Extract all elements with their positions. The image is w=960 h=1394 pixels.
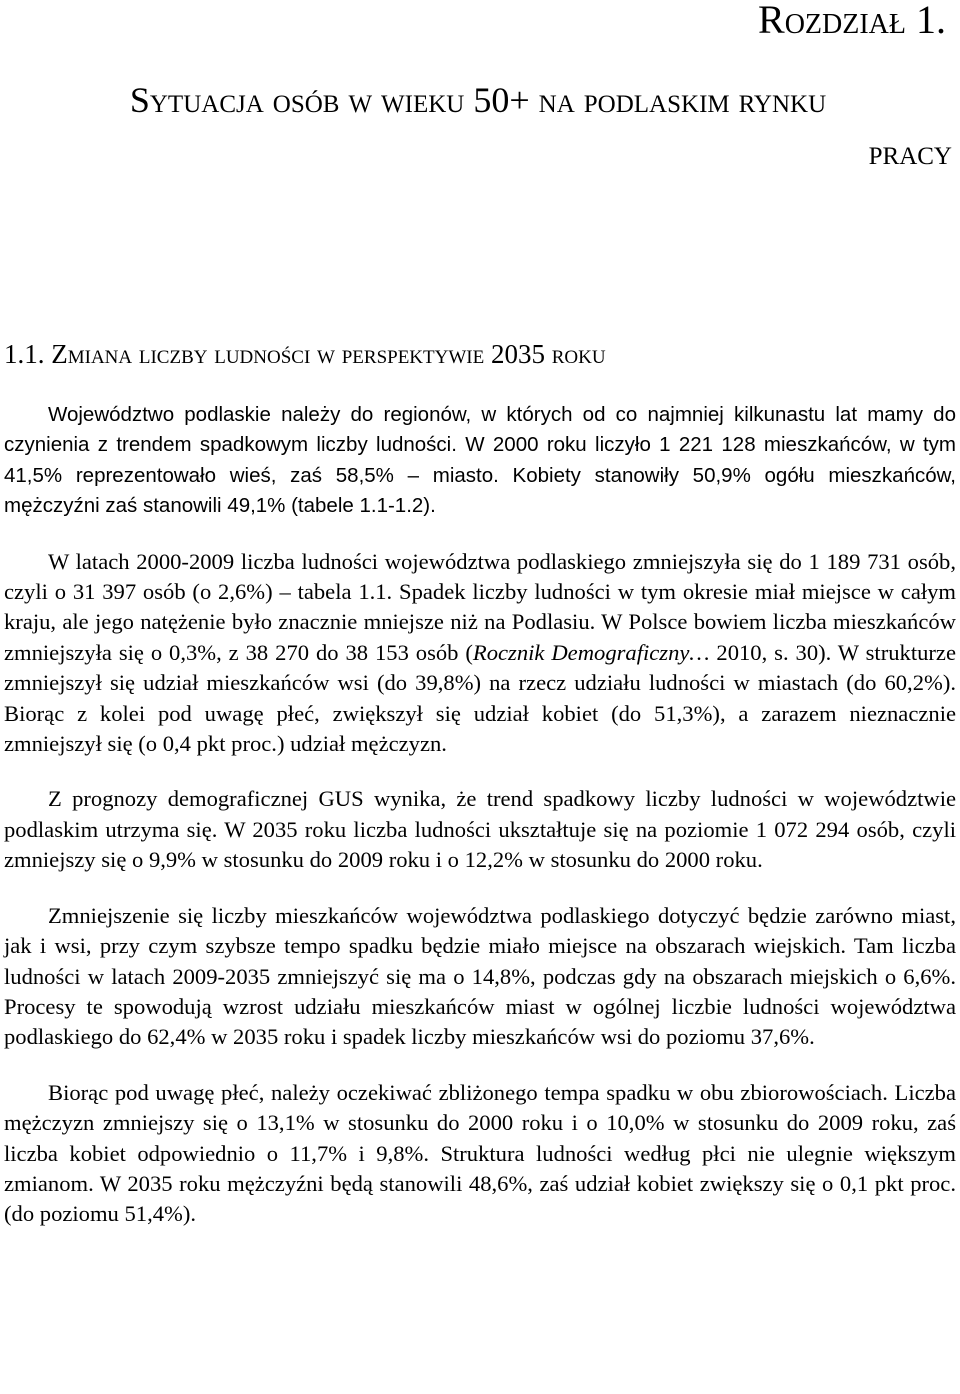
- section-heading: 1.1. Zmiana liczby ludności w perspektywie 2035 roku: [4, 339, 606, 369]
- paragraph-2: [4, 547, 956, 760]
- paragraph-5: Biorąc pod uwagę płeć, należy oczekiwać zbliżonego tempa spadku w obu zbiorowościach. Liczba mężczyzn zmniejszy się o 13,1% w stosunku do 2000 roku i o 10,0% w stosunku do 2009 roku, zaś liczba kobiet odpowiednio o 11,7% i 9,8%. Struktura ludności według płci nie ulegnie większym zmianom. W 2035 roku mężczyźni będą stanowili 48,6%, zaś udział kobiet zwiększy się o 0,1 pkt proc. (do poziomu 51,4%).: [4, 1079, 956, 1227]
- paragraph-1: Województwo podlaskie należy do regionów, w których od co najmniej kilkunastu lat mamy do czynienia z trendem spadkowym liczby ludności. W 2000 roku liczyło 1 221 128 mieszkańców, w tym 41,5% reprezentowało wieś, zaś 58,5% – miasto. Kobiety stanowiły 50,9% ogółu mieszkańców, mężczyźni zaś stanowili 49,1% (tabele 1.1-1.2).: [4, 403, 956, 518]
- chapter-title: [4, 74, 952, 178]
- chapter-title-line2: pracy: [868, 132, 952, 172]
- paragraph-3: Z prognozy demograficznej GUS wynika, że trend spadkowy liczby ludności w województwie podlaskim utrzyma się. W 2035 roku liczba ludności ukształtuje się na poziomie 1 072 294 osób, czyli zmniejszy się o 9,9% w stosunku do 2009 roku i o 12,2% w stosunku do 2000 roku.: [4, 786, 956, 873]
- paragraph-4: Zmniejszenie się liczby mieszkańców województwa podlaskiego dotyczyć będzie zarówno miast, jak i wsi, przy czym szybsze tempo spadku będzie miało miejsce na obszarach wiejskich. Tam liczba ludności w latach 2009-2035 zmniejszyć się ma o 14,8%, podczas gdy na obszarach miejskich o 6,6%. Procesy te spowodują wzrost udziału mieszkańców miast w ogólnej liczbie ludności województwa podlaskiego do 62,4% w 2035 roku i spadek liczby mieszkańców wsi do poziomu 37,6%.: [4, 902, 956, 1050]
- paragraph-2-text-b: 2010, s. 30). W strukturze zmniejszył się udział mieszkańców wsi (do 39,8%) na rzecz udziału ludności w miastach (do 60,2%). Biorąc z kolei pod uwagę płeć, zwiększył się udział kobiet (do 51,3%), a zarazem nieznacznie zmniejszył się (o 0,4 pkt proc.) udział mężczyzn.: [4, 639, 956, 757]
- paragraph-2-text-a: W latach 2000-2009 liczba ludności województwa podlaskiego zmniejszyła się do 1 189 731 osób, czyli o 31 397 osób (o 2,6%) – tabela 1.1. Spadek liczby ludności w tym okresie miał miejsce w całym kraju, ale jego natężenie było znacznie mniejsze niż na Podlasiu. W Polsce bowiem liczba mieszkańców zmniejszyła się o 0,3%, z 38 270 do 38 153 osób (: [4, 548, 956, 665]
- chapter-title-line1: Sytuacja osób w wieku 50+ na podlaskim rynku: [129, 80, 827, 120]
- chapter-label: Rozdział 1.: [758, 0, 946, 42]
- body-text: [4, 400, 956, 1255]
- book-title-citation: Rocznik Demograficzny…: [472, 639, 710, 665]
